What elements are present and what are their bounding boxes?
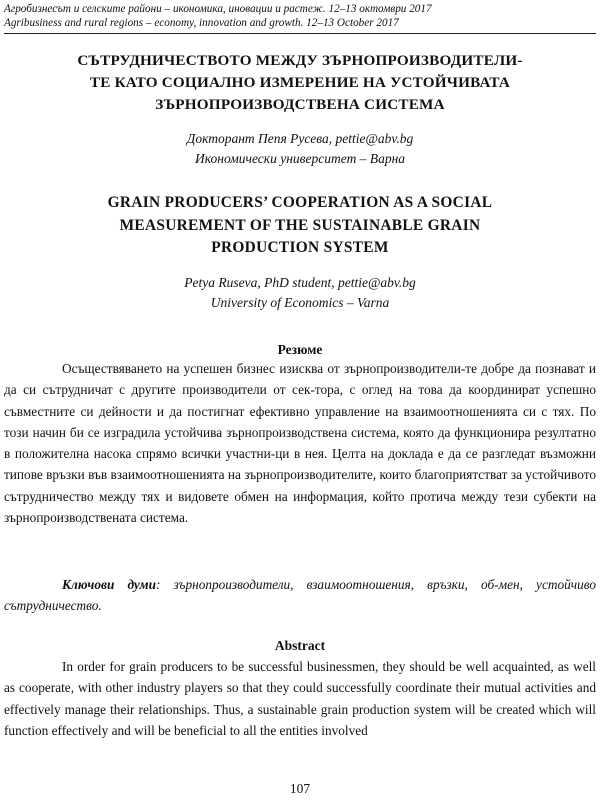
resume-paragraph: Осъществяването на успешен бизнес изисква от зърнопроизводители-те добре да познават и да си сътрудничат с другите производители от сек-тора, с оглед на това да координират успешно съвместните си дейности и да постигнат ефективно управление на взаимоотношенията си с тях. По този начин би се изградила устойчива зърнопроизводствена система, която да функционира резултатно в положителна насока спрямо всички участни-ци в нея. Целта на доклада е да се разгледат възможни типове връзки във взаимоотношенията на зърнопроизводителите, които благоприятстват за устойчивото сътрудничество между тях и видовете обмен на информация, който протича между тези субекти на зърнопроизводствената система.: [4, 361, 596, 526]
author-block-bulgarian: [0, 129, 600, 169]
abstract-heading: Abstract: [274, 638, 326, 653]
title-bg-line-3: ЗЪРНОПРОИЗВОДСТВЕНА СИСТЕМА: [155, 96, 445, 113]
title-en-line-1: GRAIN PRODUCERS’ COOPERATION AS A SOCIAL: [107, 194, 493, 211]
keywords-paragraph: [4, 574, 596, 616]
abstract-paragraph: In order for grain producers to be successful businessmen, they should be well acquainted, as well as cooperate, with other industry players so that they could successfully coordinate their mutual activities and effectively manage their relationships. Thus, a sustainable grain production system will be created which will function effectively and will be beneficial to all the entities involved: [4, 659, 596, 738]
running-header-en: Agribusiness and rural regions – economy, innovation and growth. 12–13 October 2017: [4, 17, 399, 29]
header-divider: [4, 33, 596, 34]
author-block-english: [0, 273, 600, 313]
author-affiliation-en: University of Economics – Varna: [210, 295, 390, 310]
author-affiliation-bg: Икономически университет – Варна: [194, 151, 406, 166]
keywords-text: : зърнопроизводители, взаимоотношения, връзки, об-мен, устойчиво сътрудничество.: [4, 577, 596, 613]
resume-heading: Резюме: [277, 342, 323, 357]
running-header-bg: Агробизнесът и селските райони – икономика, иновации и растеж. 12–13 октомври 2017: [4, 3, 432, 15]
title-bg-line-1: СЪТРУДНИЧЕСТВОТО МЕЖДУ ЗЪРНОПРОИЗВОДИТЕЛИ-: [77, 52, 523, 69]
title-en-line-2: MEASUREMENT OF THE SUSTAINABLE GRAIN: [119, 216, 481, 234]
title-bg-line-2: ТЕ КАТО СОЦИАЛНО ИЗМЕРЕНИЕ НА УСТОЙЧИВАТА: [89, 74, 511, 91]
keywords-label: Ключови думи: [62, 577, 156, 592]
paper-title-bulgarian: [0, 50, 600, 116]
author-name-en: Petya Ruseva, PhD student, pettie@abv.bg: [184, 275, 416, 290]
running-header: [4, 2, 596, 30]
author-name-bg: Докторант Пепя Русева, pettie@abv.bg: [186, 131, 414, 146]
title-en-line-3: PRODUCTION SYSTEM: [211, 239, 389, 256]
page-number: 107: [289, 781, 311, 796]
paper-title-english: [0, 192, 600, 260]
